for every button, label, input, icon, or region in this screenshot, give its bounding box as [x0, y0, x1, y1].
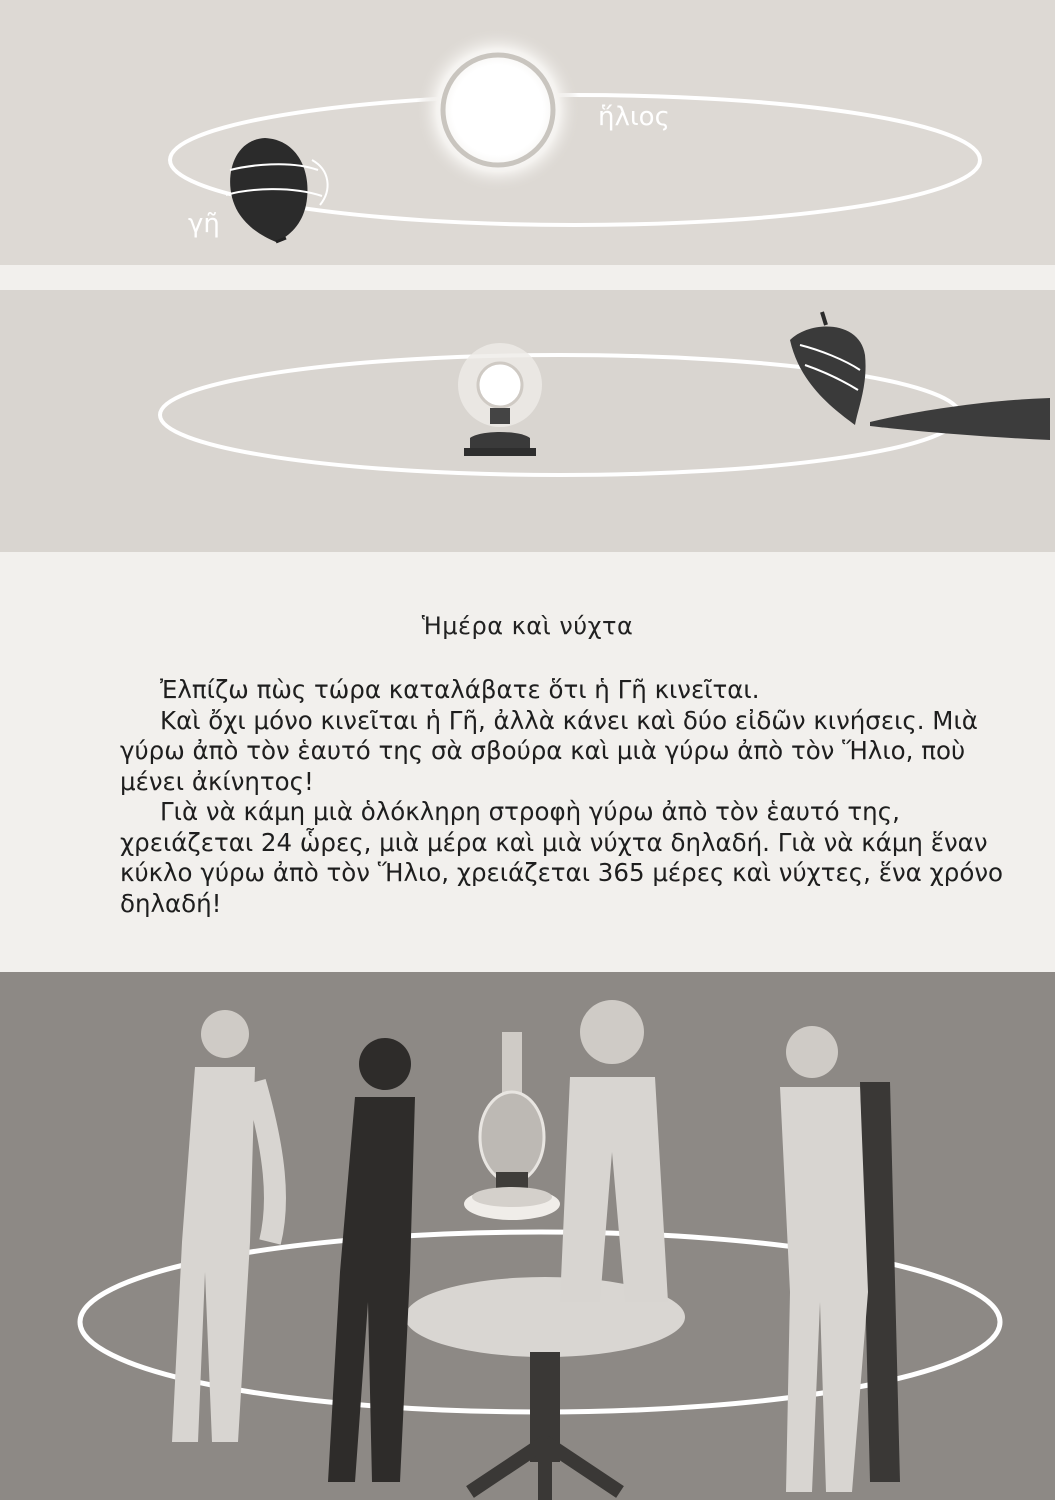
earth-spinning-top-icon: [226, 138, 328, 242]
body-text: [120, 675, 1035, 919]
child-figure-right: [780, 1026, 900, 1492]
page-title: Ἡμέρα καὶ νύχτα: [421, 612, 634, 640]
oil-lamp-icon: [464, 1032, 560, 1220]
child-figure-center: [560, 1000, 668, 1302]
table: [405, 1277, 685, 1500]
lamp-icon: [458, 343, 542, 456]
paragraph-3: Γιὰ νὰ κάμη μιὰ ὁλόκληρη στροφὴ γύρω ἀπὸ τὸν ἑαυτό της, χρειάζεται 24 ὧρες, μιὰ μέρα καὶ μιὰ νύχτα δηλαδή. Γιὰ νὰ κάμη ἕναν κύκλο γύρω ἀπὸ τὸν Ἥλιο, χρειάζεται 365 μέρες καὶ νύχτες, ἕνα χρόνο δηλαδή!: [120, 797, 1003, 918]
earth-label: γῆ: [188, 209, 220, 239]
paragraph-2: Καὶ ὄχι μόνο κινεῖται ἡ Γῆ, ἀλλὰ κάνει καὶ δύο εἰδῶν κινήσεις. Μιὰ γύρω ἀπὸ τὸν ἑαυτό της σὰ σβούρα καὶ μιὰ γύρω ἀπὸ τὸν Ἥλιο, ποὺ μένει ἀκίνητος!: [120, 705, 978, 796]
hand-finger-icon: [870, 398, 1050, 440]
children-around-lamp-illustration: [0, 972, 1055, 1500]
child-figure-dark: [328, 1038, 415, 1482]
child-figure-left: [172, 1010, 275, 1442]
sun-icon: [416, 28, 580, 192]
sun-label: ἥλιος: [598, 102, 670, 132]
sun-earth-orbit-illustration: [0, 0, 1055, 265]
lamp-top-orbit-illustration: [0, 290, 1055, 552]
paragraph-1: Ἐλπίζω πὼς τώρα καταλάβατε ὅτι ἡ Γῆ κινεῖται.: [160, 675, 760, 704]
spinning-top-icon: [790, 312, 866, 425]
